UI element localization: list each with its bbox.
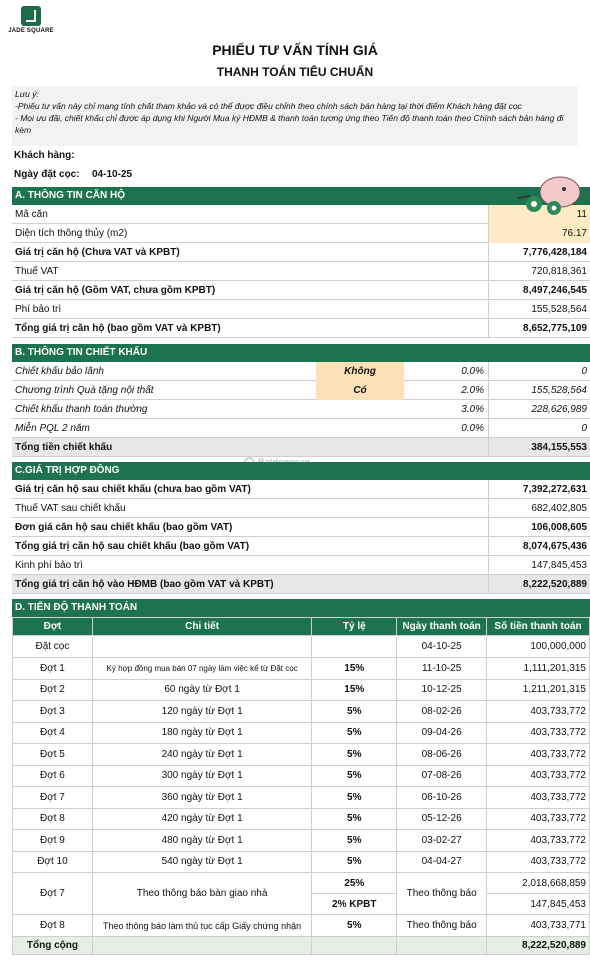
cell-date: 03-02-27: [397, 830, 487, 852]
cell-rate: 5%: [312, 722, 397, 744]
row-maintenance-fee: [12, 300, 590, 319]
table-row: [13, 830, 590, 852]
cell-date: 09-04-26: [397, 722, 487, 744]
cell-phase: Đợt 10: [13, 851, 93, 873]
cell-detail: Theo thông báo làm thủ tục cấp Giấy chứng nhận: [92, 915, 311, 937]
page-subtitle: THANH TOÁN TIÊU CHUẨN: [216, 65, 374, 79]
cell-date: Theo thông báo: [397, 915, 487, 937]
row-label: Tổng giá trị căn hộ vào HĐMB (bao gồm VAT và KPBT): [15, 579, 274, 590]
section-a-header: A. THÔNG TIN CĂN HỘ: [12, 187, 590, 205]
cell-empty: [92, 937, 311, 955]
cell-rate: 5%: [312, 915, 397, 937]
table-row: [13, 808, 590, 830]
row-label: Diện tích thông thủy (m2): [15, 228, 128, 239]
row-value: 7,776,428,184: [523, 247, 587, 258]
table-row: [13, 744, 590, 766]
note-box: [12, 86, 578, 146]
col-amount: Số tiền thanh toán: [487, 618, 590, 636]
cell-date: 04-04-27: [397, 851, 487, 873]
row-pql-waiver: [12, 419, 590, 438]
deposit-date-label: Ngày đặt cọc:: [14, 169, 80, 180]
table-row: [13, 636, 590, 658]
row-label: Tổng tiền chiết khấu: [15, 442, 113, 453]
row-value: 155,528,564: [531, 385, 587, 396]
row-label: Chiết khấu bảo lãnh: [15, 366, 104, 377]
cell-empty: [312, 937, 397, 955]
option-select[interactable]: Có: [316, 381, 404, 400]
logo-text: JADE SQUARE: [8, 28, 54, 34]
row-discount-guarantee: [12, 362, 590, 381]
cell-rate: 5%: [312, 851, 397, 873]
cell-rate: 15%: [312, 657, 397, 679]
row-price-incl-vat: [12, 281, 590, 300]
cell-amount: 2,018,668,859: [487, 873, 590, 894]
row-gift-program: [12, 381, 590, 400]
value-cell: [488, 419, 590, 438]
row-label: Giá trị căn hộ (Gồm VAT, chưa gồm KPBT): [15, 285, 216, 296]
row-value: 11: [576, 209, 587, 220]
cell-amount: 403,733,772: [487, 851, 590, 873]
cell-amount: 1,211,201,315: [487, 679, 590, 701]
cell-rate: 5%: [312, 744, 397, 766]
deposit-date: 04-10-25: [92, 169, 133, 180]
cell-phase: Đợt 8: [13, 915, 93, 937]
value-cell: [488, 362, 590, 381]
cell-phase: Đợt 4: [13, 722, 93, 744]
col-date: Ngày thanh toán: [397, 618, 487, 636]
cell-date: 05-12-26: [397, 808, 487, 830]
row-value: 384,155,553: [531, 442, 587, 453]
table-row: [13, 657, 590, 679]
cell-amount: 403,733,772: [487, 787, 590, 809]
cell-date: Theo thông báo: [397, 873, 487, 915]
cell-rate: 5%: [312, 765, 397, 787]
row-label: Giá trị căn hộ sau chiết khấu (chưa bao gồm VAT): [15, 484, 251, 495]
row-value: 7,392,272,631: [523, 484, 587, 495]
cell-amount: 403,733,772: [487, 808, 590, 830]
row-payment-discount: [12, 400, 590, 419]
table-header-row: [13, 618, 590, 636]
payment-schedule-table: [12, 617, 590, 955]
cell-detail: Theo thông báo bàn giao nhà: [92, 873, 311, 915]
cell-detail: [92, 636, 311, 658]
cell-date: 08-02-26: [397, 701, 487, 723]
row-value: 8,074,675,436: [523, 541, 587, 552]
row-value: 0: [581, 423, 587, 434]
row-price-excl-vat: [12, 243, 590, 262]
cell-detail: 360 ngày từ Đợt 1: [92, 787, 311, 809]
row-percent: 3.0%: [461, 404, 484, 415]
page-title: PHIẾU TƯ VẤN TÍNH GIÁ: [212, 42, 378, 58]
cell-amount: 403,733,772: [487, 701, 590, 723]
cell-phase: Đợt 7: [13, 787, 93, 809]
logo-mark-icon: [21, 6, 41, 26]
row-label: Phí bảo trì: [15, 304, 62, 315]
table-row-handover: [13, 873, 590, 894]
cell-date: 11-10-25: [397, 657, 487, 679]
table-row: [13, 851, 590, 873]
cell-phase: Đợt 8: [13, 808, 93, 830]
row-value: 682,402,805: [531, 503, 587, 514]
row-label: Đơn giá căn hộ sau chiết khấu (bao gồm VAT): [15, 522, 233, 533]
cell-phase: Đợt 2: [13, 679, 93, 701]
table-row: [13, 701, 590, 723]
row-c-vat: [12, 499, 590, 518]
cell-date: 10-12-25: [397, 679, 487, 701]
table-row: [13, 765, 590, 787]
cell-rate: 5%: [312, 787, 397, 809]
row-c-unit-price: [12, 518, 590, 537]
row-value: 76.17: [561, 228, 587, 239]
section-c-header: C.GIÁ TRỊ HỢP ĐỒNG: [12, 462, 590, 480]
cell-amount: 100,000,000: [487, 636, 590, 658]
cell-date: 07-08-26: [397, 765, 487, 787]
row-c-price-after-discount: [12, 480, 590, 499]
row-value: 720,818,361: [531, 266, 587, 277]
row-total-value: [12, 319, 590, 338]
row-value: 8,222,520,889: [523, 579, 587, 590]
cell-detail: 180 ngày từ Đợt 1: [92, 722, 311, 744]
row-label: Chiết khấu thanh toán thường: [15, 404, 148, 415]
row-c-maintenance: [12, 556, 590, 575]
row-value: 8,497,246,545: [523, 285, 587, 296]
cell-detail: 60 ngày từ Đợt 1: [92, 679, 311, 701]
cell-date: 04-10-25: [397, 636, 487, 658]
row-value: 8,652,775,109: [523, 323, 587, 334]
table-row: [13, 722, 590, 744]
cell-amount: 403,733,772: [487, 830, 590, 852]
row-percent: 0.0%: [461, 423, 484, 434]
cell-phase: Đợt 6: [13, 765, 93, 787]
customer-label: Khách hàng:: [14, 150, 75, 161]
row-percent: 0.0%: [461, 366, 484, 377]
cell-date: 06-10-26: [397, 787, 487, 809]
col-detail: Chi tiết: [92, 618, 311, 636]
row-value: 155,528,564: [531, 304, 587, 315]
cell-amount: 403,733,771: [487, 915, 590, 937]
row-value: 0: [581, 366, 587, 377]
cell-rate: 5%: [312, 701, 397, 723]
note-heading: Lưu ý:: [15, 89, 39, 99]
row-vat: [12, 262, 590, 281]
row-c-contract-total: [12, 575, 590, 594]
table-row: [13, 787, 590, 809]
cell-total-label: Tổng cộng: [13, 937, 93, 955]
note-line-1: -Phiếu tư vấn này chỉ mang tính chất tham khảo và có thể được điều chỉnh theo chính sách bán hàng tại thời điểm Khách hàng đặt cọc: [15, 101, 522, 111]
row-label: Mã căn: [15, 209, 48, 220]
row-label: Tổng giá trị căn hộ sau chiết khấu (bao gồm VAT): [15, 541, 250, 552]
cell-amount: 403,733,772: [487, 744, 590, 766]
row-value: 228,626,989: [531, 404, 587, 415]
row-label: Tổng giá trị căn hộ (bao gồm VAT và KPBT): [15, 323, 221, 334]
row-c-total-incl-vat: [12, 537, 590, 556]
row-total-discount: [12, 438, 590, 457]
row-value: 147,845,453: [531, 560, 587, 571]
cell-rate: 5%: [312, 808, 397, 830]
cell-detail: 420 ngày từ Đợt 1: [92, 808, 311, 830]
row-label: Giá trị căn hộ (Chưa VAT và KPBT): [15, 247, 180, 258]
row-percent: 2.0%: [461, 385, 484, 396]
cell-rate: 25%: [312, 873, 397, 894]
row-label: Thuế VAT: [15, 266, 59, 277]
cell-amount: 147,845,453: [487, 894, 590, 915]
row-label: Chương trình Quà tặng nội thất: [15, 385, 154, 396]
pig-sticker-icon: [516, 176, 586, 218]
col-rate: Tỷ lệ: [312, 618, 397, 636]
cell-phase: Đợt 1: [13, 657, 93, 679]
cell-amount: 403,733,772: [487, 722, 590, 744]
cell-phase: Đợt 3: [13, 701, 93, 723]
cell-phase: Đợt 7: [13, 873, 93, 915]
row-area: [12, 224, 590, 243]
row-unit-code: [12, 205, 590, 224]
section-d-header: D. TIẾN ĐỘ THANH TOÁN: [12, 599, 590, 617]
cell-amount: 1,111,201,315: [487, 657, 590, 679]
cell-detail: Ký hợp đồng mua bán 07 ngày làm việc kể từ Đặt cọc: [92, 657, 311, 679]
table-row: [13, 679, 590, 701]
row-label: Kinh phí bảo trì: [15, 560, 83, 571]
cell-rate: [312, 636, 397, 658]
cell-date: 08-06-26: [397, 744, 487, 766]
section-b-header: B. THÔNG TIN CHIẾT KHẤU: [12, 344, 590, 362]
table-row-certificate: [13, 915, 590, 937]
cell-rate: 5%: [312, 830, 397, 852]
cell-phase: Đợt 5: [13, 744, 93, 766]
option-select[interactable]: Không: [316, 362, 404, 381]
row-label: Thuế VAT sau chiết khấu: [15, 503, 126, 514]
cell-phase: Đặt cọc: [13, 636, 93, 658]
cell-detail: 240 ngày từ Đợt 1: [92, 744, 311, 766]
cell-rate: 2% KPBT: [312, 894, 397, 915]
cell-amount: 403,733,772: [487, 765, 590, 787]
note-line-2: - Mọi ưu đãi, chiết khấu chỉ được áp dụng khi Người Mua ký HĐMB & thanh toán tương ứng theo Tiến độ thanh toán theo Chính sách bán hàng đi kèm: [15, 113, 564, 135]
cell-detail: 540 ngày từ Đợt 1: [92, 851, 311, 873]
company-logo: [6, 6, 56, 34]
cell-total-value: 8,222,520,889: [487, 937, 590, 955]
cell-rate: 15%: [312, 679, 397, 701]
table-row-total: [13, 937, 590, 955]
cell-detail: 480 ngày từ Đợt 1: [92, 830, 311, 852]
cell-phase: Đợt 9: [13, 830, 93, 852]
row-value: 106,008,605: [531, 522, 587, 533]
col-phase: Đợt: [13, 618, 93, 636]
cell-detail: 300 ngày từ Đợt 1: [92, 765, 311, 787]
row-label: Miễn PQL 2 năm: [15, 423, 90, 434]
cell-detail: 120 ngày từ Đợt 1: [92, 701, 311, 723]
cell-empty: [397, 937, 487, 955]
